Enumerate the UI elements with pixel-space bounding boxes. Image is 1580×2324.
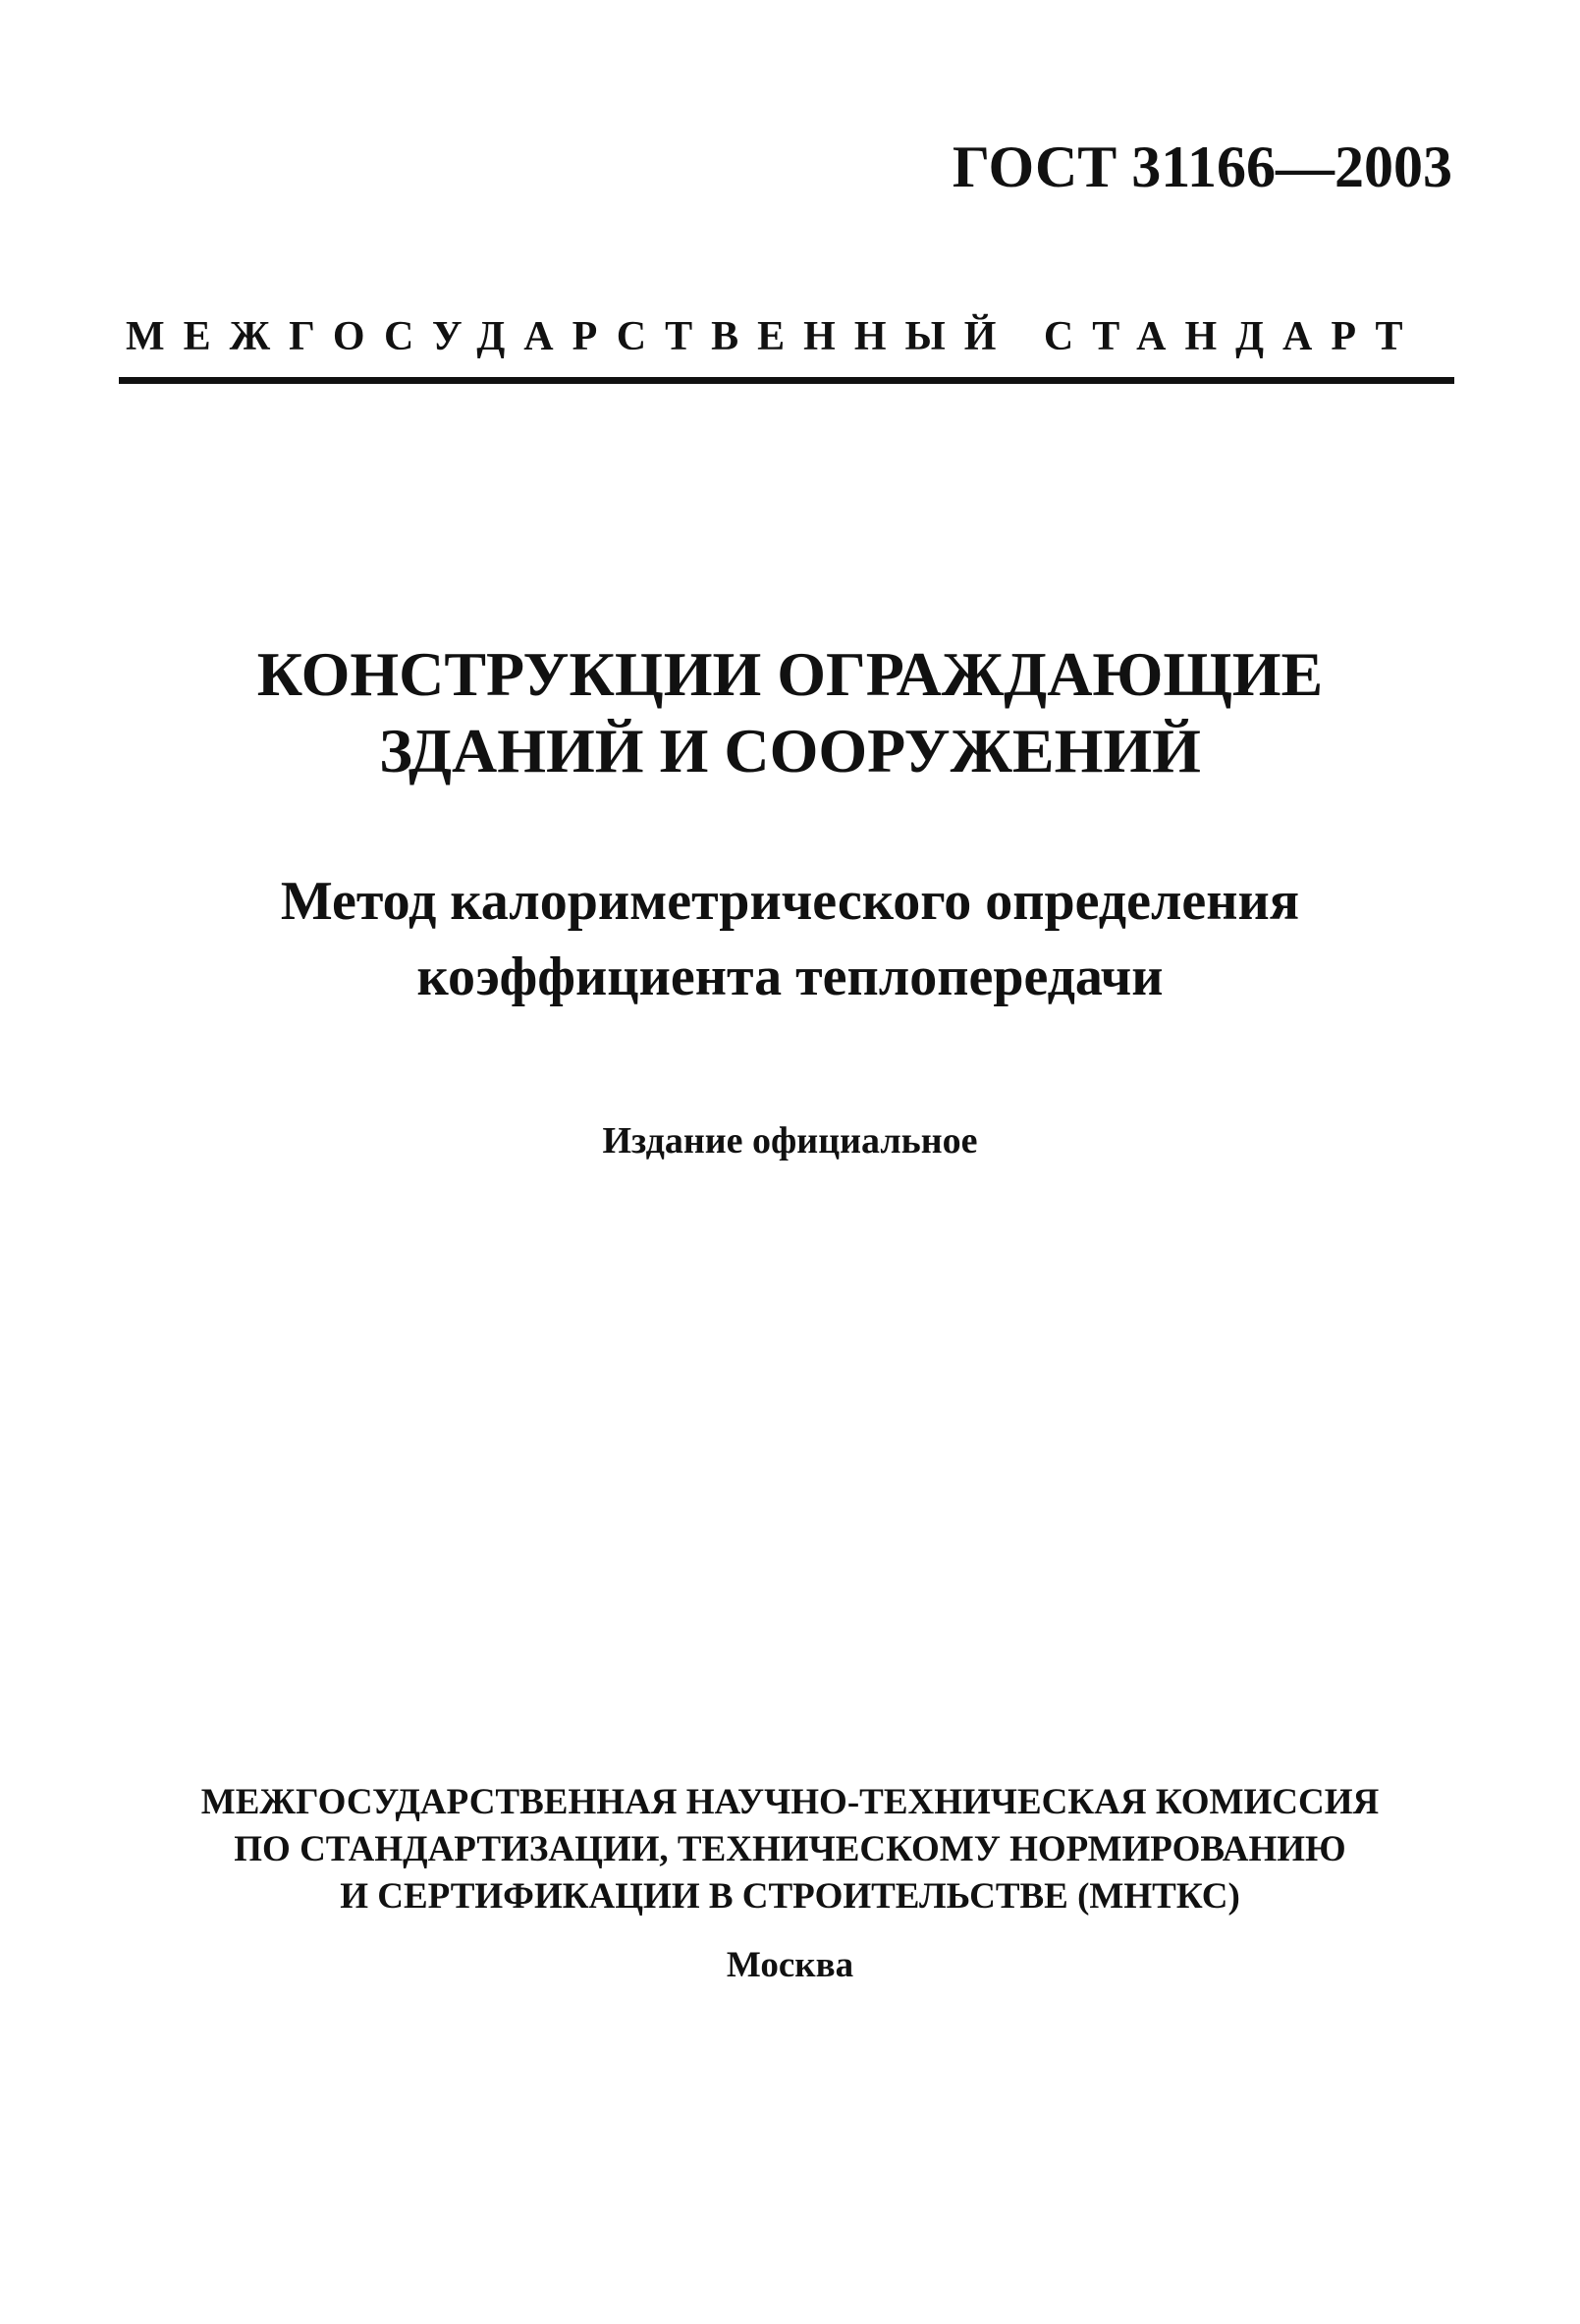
city-label: Москва: [726, 1945, 854, 1985]
subtitle: [0, 864, 1580, 1015]
edition-label: Издание официальное: [602, 1120, 978, 1162]
publisher-line-2: ПО СТАНДАРТИЗАЦИИ, ТЕХНИЧЕСКОМУ НОРМИРОВАНИЮ: [234, 1829, 1346, 1869]
standard-type-heading: МЕЖГОСУДАРСТВЕННЫЙ СТАНДАРТ: [126, 314, 1422, 359]
publisher-line-1: МЕЖГОСУДАРСТВЕННАЯ НАУЧНО-ТЕХНИЧЕСКАЯ КОМИССИЯ: [200, 1782, 1380, 1822]
subtitle-line-2: коэффициента теплопередачи: [416, 946, 1164, 1007]
header-divider: [119, 377, 1454, 384]
main-title-line-1: КОНСТРУКЦИИ ОГРАЖДАЮЩИЕ: [256, 639, 1324, 709]
main-title: [0, 636, 1580, 789]
subtitle-line-1: Метод калориметрического определения: [280, 871, 1300, 932]
gost-number: ГОСТ 31166—2003: [952, 135, 1452, 199]
publisher-block: [0, 1779, 1580, 1920]
main-title-line-2: ЗДАНИЙ И СООРУЖЕНИЙ: [379, 716, 1201, 785]
publisher-line-3: И СЕРТИФИКАЦИИ В СТРОИТЕЛЬСТВЕ (МНТКС): [340, 1876, 1240, 1917]
